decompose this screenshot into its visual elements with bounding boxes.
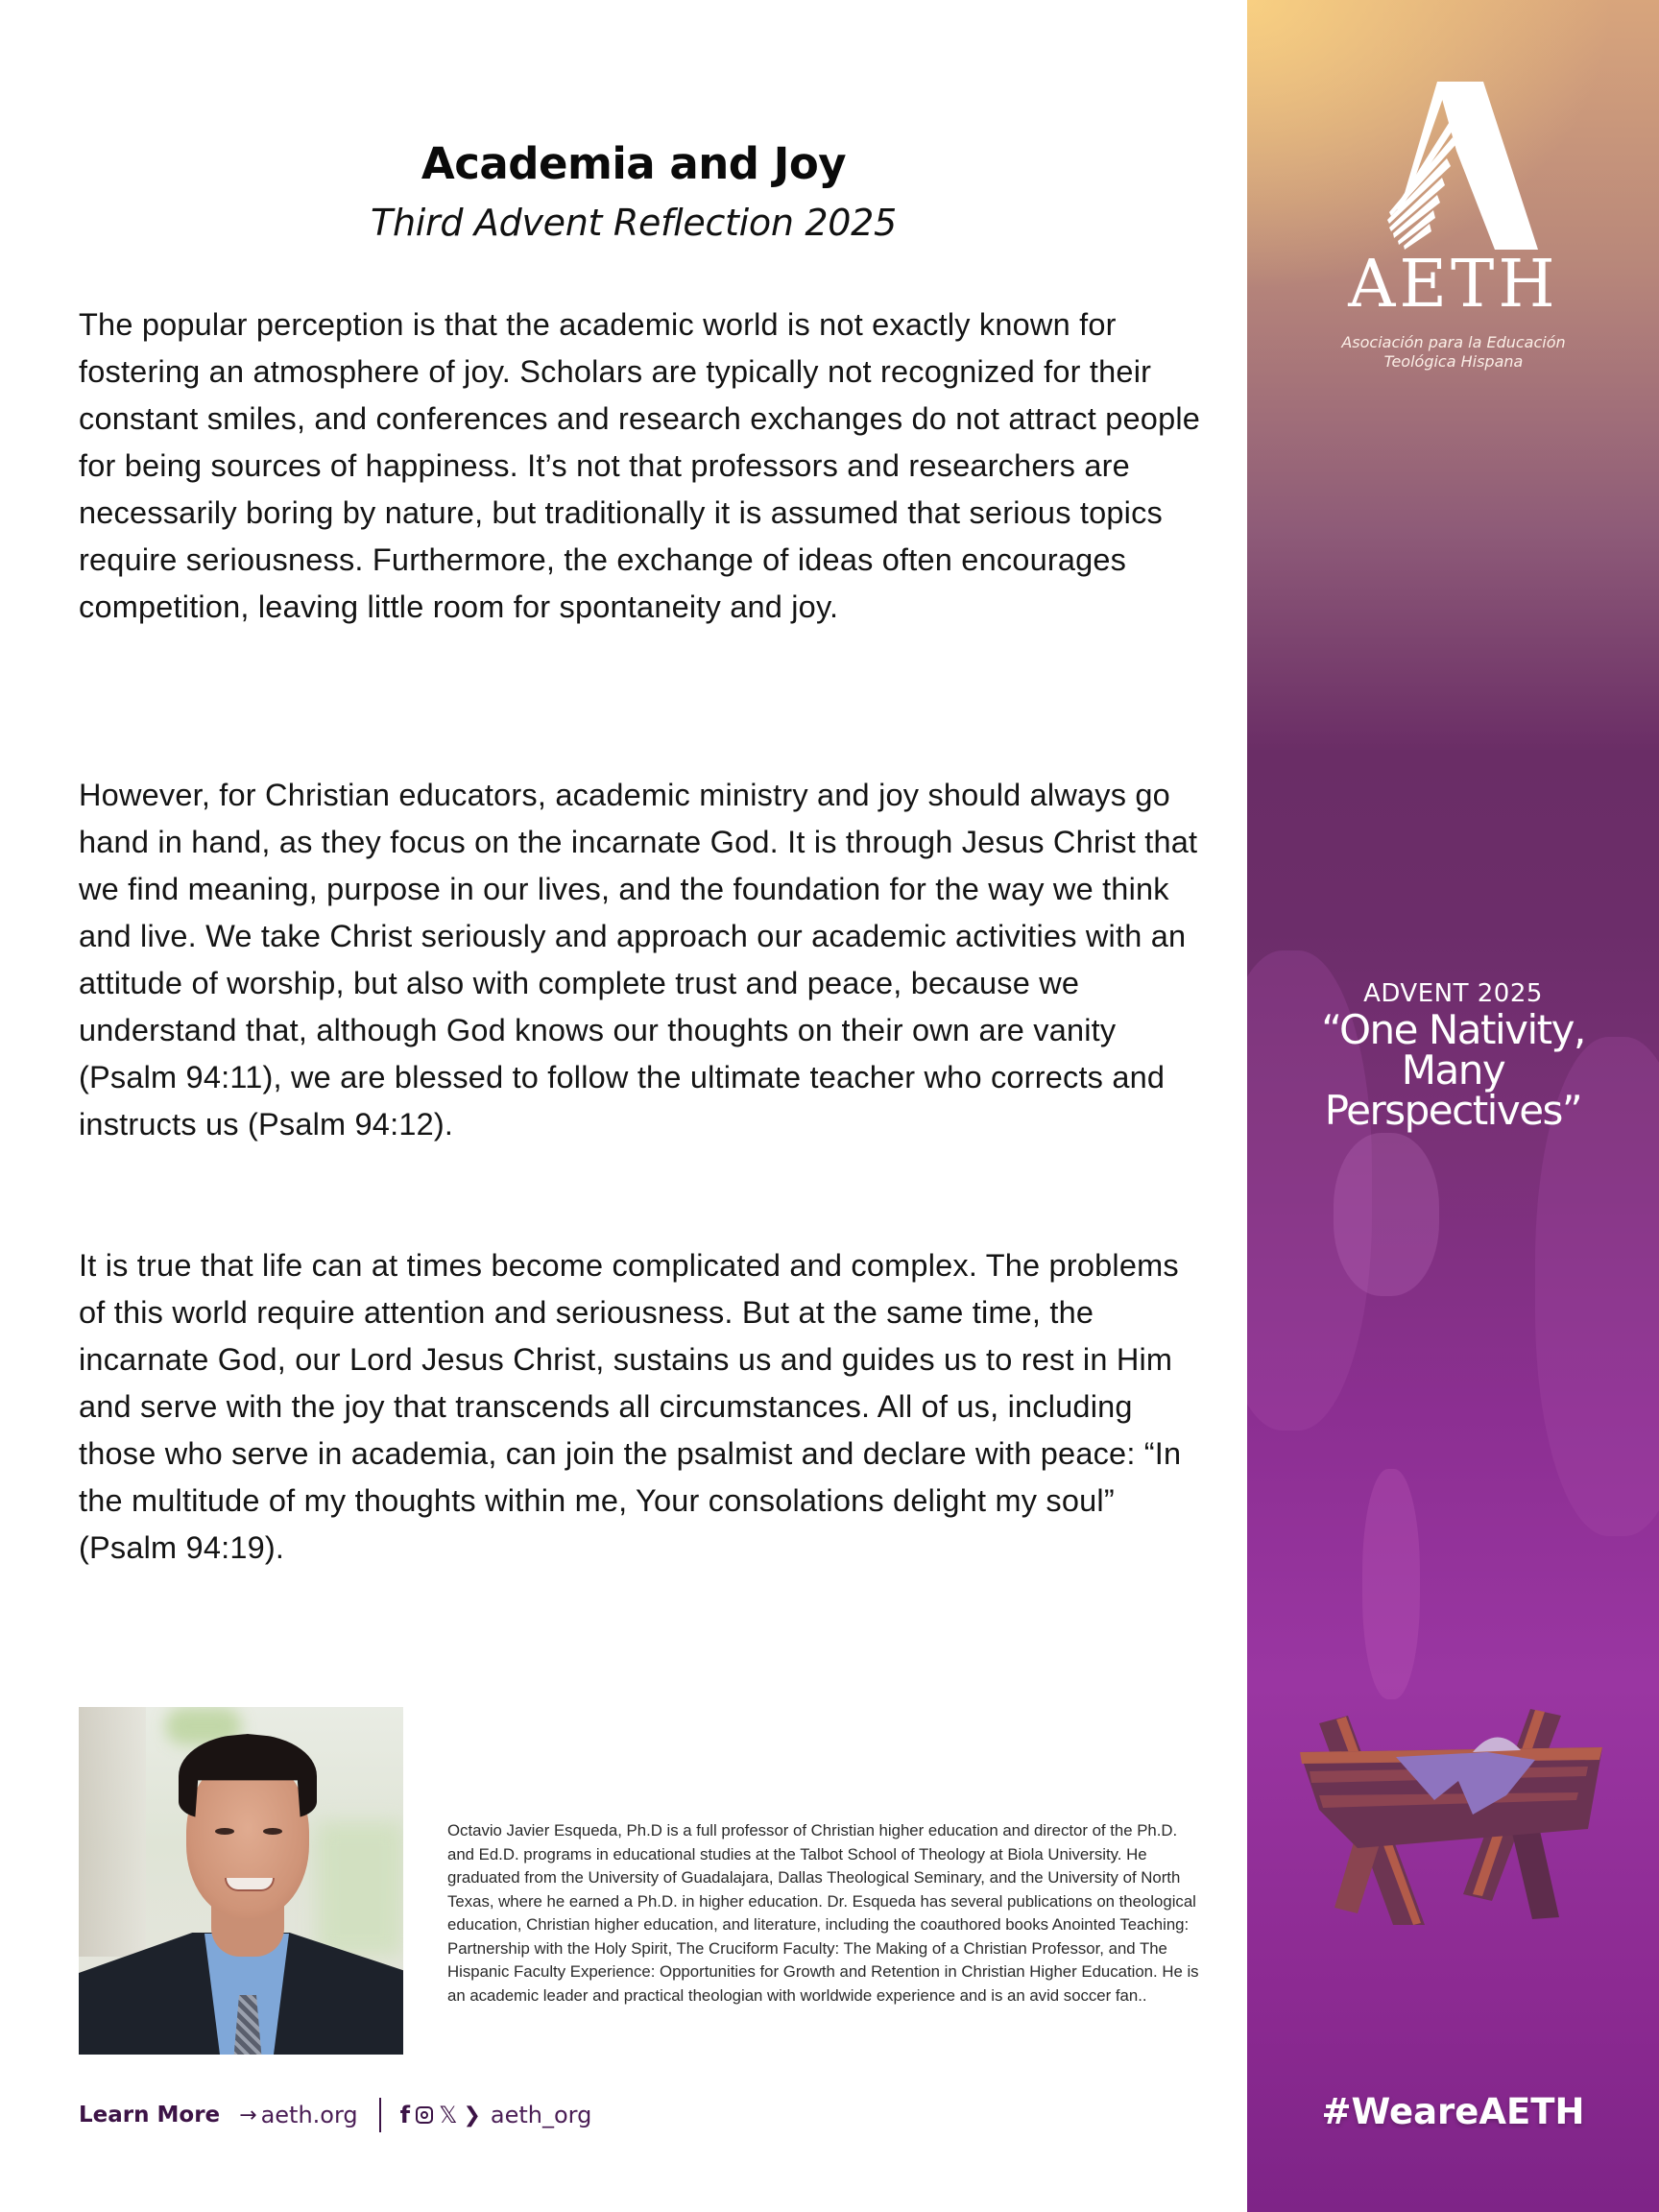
logo-subtitle-line: Asociación para la Educación [1341, 333, 1566, 351]
instagram-icon[interactable] [416, 2106, 433, 2124]
tagline-line: “One Nativity, [1321, 1006, 1585, 1053]
social-handle-link[interactable]: aeth_org [490, 2102, 592, 2128]
tagline-line: Perspectives” [1324, 1087, 1582, 1134]
article-subtitle: Third Advent Reflection 2025 [371, 202, 897, 244]
logo-wordmark: AETH [1348, 247, 1559, 323]
footer-divider [379, 2098, 381, 2132]
photo-smile [225, 1878, 275, 1891]
photo-background [79, 1707, 146, 1957]
author-bio: Octavio Javier Esqueda, Ph.D is a full professor of Christian higher education and director of the Ph.D. and Ed.D. programs in educational studies at the Talbot School of Theology at Biola University. He graduated from the University of Guadalajara, Dallas Theological Seminary, and the University of North Texas, where he earned a Ph.D. in higher education. Dr. Esqueda has several publications on theological education, Christian higher education, and literature, including the coauthored books Anointed Teaching: Partnership with the Holy Spirit, The Cruciform Faculty: The Making of a Christian Professor, and The Hispanic Faculty Experience: Opportunities for Growth and Retention in Christian Higher Education. He is an academic leader and practical theologian with worldwide experience and is an avid soccer fan.. [447, 1821, 1199, 2005]
website-link[interactable]: aeth.org [260, 2102, 358, 2128]
facebook-icon[interactable]: f [399, 2102, 411, 2128]
logo-subtitle-line: Teológica Hispana [1383, 352, 1524, 371]
photo-background [317, 1822, 403, 1957]
paragraph-2: However, for Christian educators, academic ministry and joy should always go hand in hand, as they focus on the incarnate God. It is through Jesus Christ that we find meaning, purpose in our lives, and the foundation for the way we think and live. We take Christ seriously and approach our academic activities with an attitude of worship, but also with complete trust and peace, because we understand that, although God knows our thoughts on their own are vanity (Psalm 94:11), we are blessed to follow the ultimate teacher who corrects and instructs us (Psalm 94:12). [79, 778, 1198, 1142]
manger-illustration [1290, 1704, 1607, 1925]
x-icon[interactable]: 𝕏 [439, 2102, 458, 2128]
advent-tagline [1247, 1006, 1659, 1134]
footer-bar [79, 2098, 591, 2132]
social-icons [400, 2102, 481, 2128]
paragraph-1: The popular perception is that the academic world is not exactly known for fostering an atmosphere of joy. Scholars are typically not recognized for their constant smiles, and conferences and research exchanges do not attract people for being sources of happiness. It’s not that professors and researchers are necessarily boring by nature, but traditionally it is assumed that serious topics require seriousness. Furthermore, the exchange of ideas often encourages competition, leaving little room for spontaneity and joy. [79, 307, 1201, 624]
logo-subtitle [1324, 333, 1583, 372]
arrow-right-icon: → [239, 2103, 257, 2128]
manger-cloth [1473, 1737, 1521, 1752]
sidebar-banner [1247, 0, 1659, 2212]
paragraph-3: It is true that life can at times become complicated and complex. The problems of this world require attention and seriousness. But at the same time, the incarnate God, our Lord Jesus Christ, sustains us and guides us to rest in Him and serve with the joy that transcends all circumstances. All of us, including those who serve in academia, can join the psalmist and declare with peace: “In the multitude of my thoughts within me, Your consolations delight my soul” (Psalm 94:19). [79, 1248, 1182, 1565]
article-title: Academia and Joy [421, 138, 847, 189]
learn-more-label: Learn More [79, 2103, 221, 2128]
silhouette-shape [1334, 1133, 1439, 1296]
hashtag: #WeareAETH [1321, 2091, 1585, 2132]
photo-eye [263, 1828, 282, 1835]
photo-eye [215, 1828, 234, 1835]
logo-a-mark-icon [1370, 82, 1538, 250]
advent-label: ADVENT 2025 [1363, 979, 1543, 1008]
tagline-line: Many [1401, 1046, 1505, 1094]
silhouette-shape [1362, 1469, 1420, 1699]
author-photo [79, 1707, 403, 2055]
chevron-icon[interactable]: ❯ [463, 2103, 481, 2128]
